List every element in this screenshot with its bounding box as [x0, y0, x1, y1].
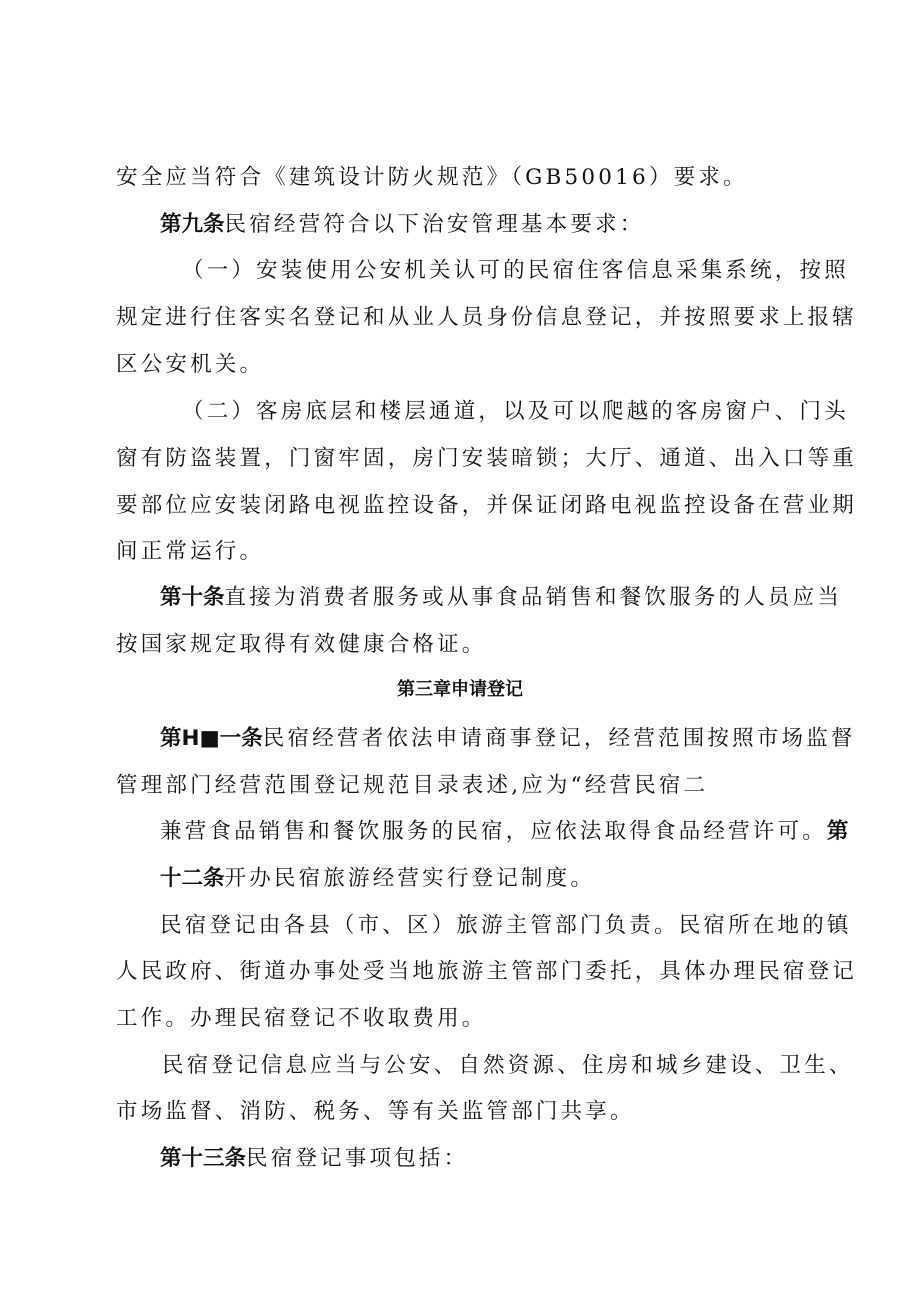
line-text: 要部位应安装闭路电视监控设备，并保证闭路电视监控设备在营业期	[116, 493, 858, 518]
text-line	[160, 911, 852, 941]
line-text: 民宿登记事项包括：	[246, 1146, 469, 1171]
article-label: 第H■一条	[160, 726, 263, 751]
article-12-line	[160, 864, 595, 894]
article-10-line	[160, 583, 842, 613]
line-text: 民宿经营者依法申请商事登记，经营范围按照市场监督	[262, 726, 856, 751]
article-13-line	[160, 1144, 468, 1174]
article-11-line	[160, 724, 856, 754]
line-text: 按国家规定取得有效健康合格证。	[116, 632, 487, 657]
chapter-heading: 第三章申请登记	[397, 679, 523, 700]
line-text: 间正常运行。	[116, 539, 265, 564]
article-label: 第十三条	[160, 1146, 247, 1171]
line-text: 安全应当符合《建筑设计防火规范》（GB50016）要求。	[116, 165, 748, 190]
line-text: 人民政府、街道办事处受当地旅游主管部门委托，具体办理民宿登记	[116, 959, 858, 984]
text-line	[116, 630, 487, 660]
text-line	[116, 350, 264, 380]
article-9-line	[160, 210, 644, 240]
line-text: （二）客房底层和楼层通道，以及可以爬越的客房窗户、门头	[182, 399, 849, 424]
line-text: 工作。办理民宿登记不收取费用。	[116, 1006, 487, 1031]
article-label: 第	[826, 819, 849, 844]
text-line	[116, 303, 857, 333]
text-line	[116, 491, 857, 521]
text-line	[116, 444, 857, 474]
text-line	[116, 957, 857, 987]
text-line	[116, 537, 264, 567]
line-text: 兼营食品销售和餐饮服务的民宿，应依法取得食品经营许可。	[160, 819, 827, 844]
text-line	[182, 397, 849, 427]
line-text: 开办民宿旅游经营实行登记制度。	[224, 866, 596, 891]
text-line	[162, 1051, 854, 1081]
text-line	[116, 1097, 635, 1127]
text-line	[116, 163, 748, 193]
line-text: 民宿登记由各县（市、区）旅游主管部门负责。民宿所在地的镇	[160, 913, 852, 938]
line-text: 管理部门经营范围登记规范目录表述,应为“经营民宿二	[116, 773, 709, 798]
line-text: 民宿经营符合以下治安管理基本要求：	[224, 212, 645, 237]
text-line	[182, 256, 849, 286]
article-label: 第十条	[160, 585, 225, 610]
text-line	[160, 817, 848, 847]
line-text: 区公安机关。	[116, 352, 265, 377]
article-label: 十二条	[160, 866, 225, 891]
line-text: 市场监督、消防、税务、等有关监管部门共享。	[116, 1099, 635, 1124]
line-text: （一）安装使用公安机关认可的民宿住客信息采集系统，按照	[182, 258, 849, 283]
line-text: 民宿登记信息应当与公安、自然资源、住房和城乡建设、卫生、	[162, 1053, 854, 1078]
line-text: 直接为消费者服务或从事食品销售和餐饮服务的人员应当	[224, 585, 843, 610]
text-line	[116, 1004, 487, 1034]
line-text: 窗有防盗装置，门窗牢固，房门安装暗锁；大厅、通道、出入口等重	[116, 446, 858, 471]
line-text: 规定进行住客实名登记和从业人员身份信息登记，并按照要求上报辖	[116, 305, 858, 330]
text-line	[116, 771, 708, 801]
article-label: 第九条	[160, 212, 225, 237]
